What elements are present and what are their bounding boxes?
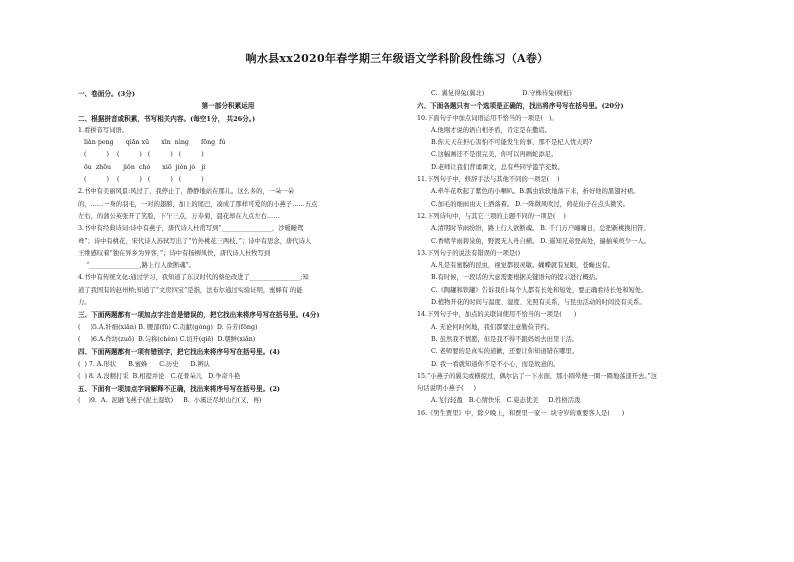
page-title: 响水县xx2020年春学期三年级语文学科阶段性练习（A卷） xyxy=(245,52,549,65)
left-line-11: 3.书中有经典诗词:诗中有燕子，唐代诗人杜甫写到“________________，沙暖睡鸳 xyxy=(78,225,304,233)
right-line-10: 12.下列诗句中，与其它三项的主题不同的一项是( ) xyxy=(417,212,566,220)
right-line-4: B.你天天在担心害怕不可能发生的事，那不是杞人忧天吗? xyxy=(431,139,593,147)
left-line-13: 王维感叹着“独在异乡为异客，”；诗中有扬柳风快，唐代诗人杜牧写到 xyxy=(78,249,271,257)
left-line-9: 的，……一身的羽毛，一对的翅膀，加上的尾巴，凑成了那样可爱的的小燕子……五点 xyxy=(78,200,318,208)
left-line-6: ōu zhōu jiǒn chó xiō jiòn jó jí xyxy=(78,163,206,171)
left-line-19: ( )5.A.纤细(xiān) B. 腰部(fū) C.贡献(gòng) D. 芬芳(fōng) xyxy=(78,323,258,331)
left-line-12: 鸯”；诗中有桃花，宋代诗人苏轼写出了“竹外桃花三两枝，”；诗中有思念，唐代诗人 xyxy=(78,237,312,245)
right-line-18: 14.下列句子中，加点的关联词使用不恰当的一项是( ) xyxy=(417,311,577,319)
right-line-15: B.有时候，一段话的大意需要根据关键语句的提示进行概括。 xyxy=(431,274,602,282)
right-line-13: 13.下列句子的说法有错误的一项是() xyxy=(417,249,521,257)
left-line-15: 4.书中有传统文化:通过学习，我知道了东汉时代的蔡伦改进了________________;知 xyxy=(78,274,309,282)
right-line-25: A.飞行轻盈 B.心情快乐 C.姿态优美 D.性格活泼 xyxy=(431,397,581,405)
left-line-7: ( ) ( ) ( ) ( ) xyxy=(78,176,204,184)
left-line-0: 一、卷面分。(3分) xyxy=(78,90,135,98)
right-line-16: C.《陶罐和铁罐》告诉我们:每个人都有长处和短处，要正确看待长处和短处。 xyxy=(431,286,648,294)
right-line-23: 15.“小燕子的翼尖或横掠过，偶尔沾了一下水面，那小圆晕便一圈一圈地荡漾开去。”这 xyxy=(417,372,657,380)
right-line-24: 句话说明小燕子( ) xyxy=(417,385,476,393)
left-line-16: 道了我国有的赵州桥;知道了“文房四宝”是指，法布尔通过实验证明，蜜蜂有 的能 xyxy=(78,286,303,294)
left-column xyxy=(78,88,378,408)
left-line-22: ( ) 7. A.形状 B.蜜蜂 C.历史 D.辨认 xyxy=(78,360,210,368)
left-line-17: 力。 xyxy=(78,299,91,307)
left-line-10: 左右，的蒲公英张开了笑脸，下午三点，万寿菊，晨花却在九点左右…… xyxy=(78,212,280,220)
right-line-26: 16.《男生贾里》中，除夕晚上，和贾里一家一 块守岁的重要客人是( ) xyxy=(417,409,625,417)
left-line-1: 第一部分积累运用 xyxy=(201,102,255,111)
right-line-11: A.清明时节雨纷纷，路上行人欲断魂。 B. 千门万户曈曈日，总把新桃换旧符。 xyxy=(431,225,650,233)
right-line-6: D.老师让我们背诵课文，总有些同学滥竽充数。 xyxy=(431,163,564,171)
right-line-7: 11.下列句子中，修辞手法与其他不同的一项是( ) xyxy=(417,176,560,184)
right-line-12: C.香喷苹雨碧泉鱼，野渡无人舟自横。 D. 遥知兄弟登高处，遍插茱萸少一人。 xyxy=(431,237,650,245)
right-line-0: C. 翼复得兔(翼北) D.守株待兔(树桩) xyxy=(431,90,572,97)
right-line-2: 10.下面句子中加点词语运用不恰当的一项是( )。 xyxy=(417,114,558,122)
left-line-5: ( ) ( ) ( ) ( ) xyxy=(78,151,204,159)
right-column xyxy=(417,88,717,420)
left-line-14: “________________,路上行人欲断魂”。 xyxy=(78,262,196,270)
right-line-8: A.牵牛花吹起了紫色的小喇叭。B.瓢虫软软地落下来，折好他的黑翅衬裙。 xyxy=(431,188,640,196)
left-line-20: ( )6.A.作坊(zuō) B.匀称(chèn) C.切开(qiē) D.朝鲜(xiǎn) xyxy=(78,335,256,343)
right-line-5: C.这幅画还不是很完美，你可以再画蛇添足。 xyxy=(431,151,558,159)
left-line-8: 2.书中有美丽风景:风过了，我停止了，静静地站在那儿。这么多的，一朵一朵 xyxy=(78,188,294,196)
left-line-4: liàn peng qiān xū xīn nìng fōng fú xyxy=(78,139,226,147)
right-line-22: D. 我一看就知道你不是不小心，而是故意的。 xyxy=(431,360,560,368)
left-line-25: ( )9. A. 泥融飞燕子(泥土湿软) B. 小溪泛尽却山行(又，再) xyxy=(78,397,262,405)
left-line-23: ( ) 8. A.没精打采 B.相提并论 C.花骨朵儿 D.争奇斗艳 xyxy=(78,372,241,380)
right-line-20: B. 虽然我不情愿，但是我不得不跟妈妈去田里干活。 xyxy=(431,335,579,343)
left-line-2: 二、根据拼音或积累，书写相关内容。(每空1分， 共26分。) xyxy=(78,114,256,123)
left-line-18: 三、下面两题都有一项加点字注音是错误的，把它找出来将序号写在括号里。(4分) xyxy=(78,311,320,320)
left-line-3: 1.看拼音写词语。 xyxy=(78,126,129,134)
right-line-1: 六、下面各题只有一个选项是正确的，找出将序号写在括号里。(20分) xyxy=(417,102,624,111)
left-line-21: 四、下面两题都有一项有错别字，把它找出来将序号写在括号里。(4) xyxy=(78,348,281,357)
right-line-14: A.凡是有蜜腺的昆虫，视觉都很灵敏。蝴蝶就有复眼，苍蝇也有。 xyxy=(431,262,614,270)
right-line-19: A. 无论何时何地，我们都要注意勤俭节约。 xyxy=(431,323,553,331)
right-line-3: A.他刚才说的语自相矛盾，肯定是在撒谎。 xyxy=(431,126,551,134)
left-line-24: 五、下面有一项加点字词解释不正确，找出来将序号写在括号里。(2) xyxy=(78,385,281,394)
right-line-9: C.加毛的细雨由天上洒落着。 D.一阵微风吹过，荷花仙子在点头微笑。 xyxy=(431,200,630,208)
right-line-21: C. 老师要的是真实的道歉，还要让你知道错在哪里。 xyxy=(431,348,579,356)
right-line-17: D.植物开花的时间与温度、湿度、光照有关系，与昆虫活动的时间没有关系。 xyxy=(431,299,646,307)
